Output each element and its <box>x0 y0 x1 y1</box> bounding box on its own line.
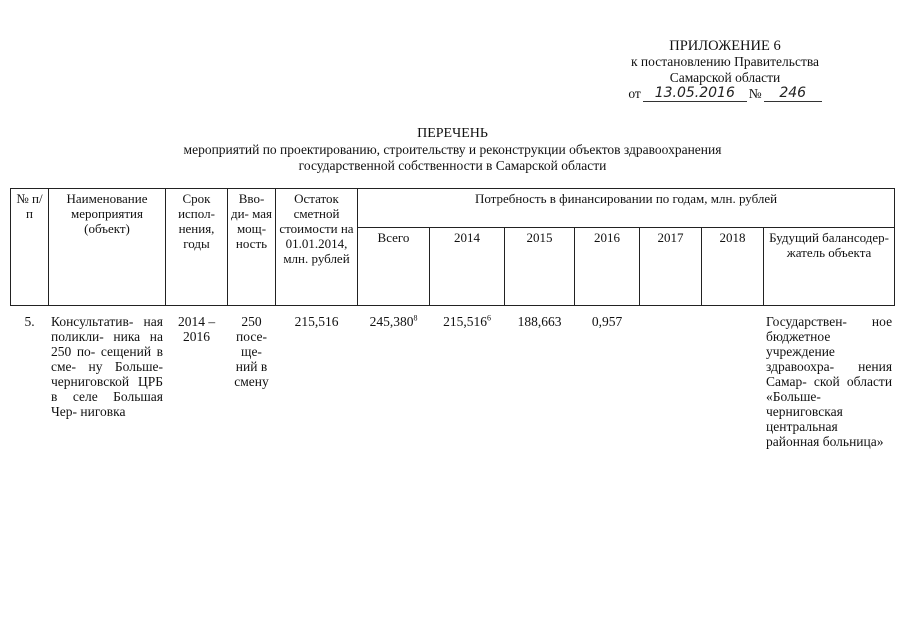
header-capacity: Вво- ди- мая мощ- ность <box>228 189 276 306</box>
title-line-1: мероприятий по проектированию, строительству и реконструкции объектов здравоохранения <box>183 142 722 157</box>
header-holder: Будущий балансодер- жатель объекта <box>764 228 895 306</box>
header-term: Срок испол- нения, годы <box>166 189 228 306</box>
header-2018: 2018 <box>702 228 764 306</box>
row-2018 <box>702 306 764 452</box>
handwritten-number: 246 <box>764 86 822 102</box>
document-title <box>0 126 905 174</box>
from-label: от <box>628 86 641 101</box>
header-2015: 2015 <box>505 228 575 306</box>
header-financing: Потребность в финансировании по годам, млн. рублей <box>358 189 895 228</box>
header-remainder: Остаток сметной стоимости на 01.01.2014, млн. рублей <box>276 189 358 306</box>
row-term: 2014 – 2016 <box>166 306 228 452</box>
row-total-footnote: 8 <box>413 313 418 323</box>
row-2015: 188,663 <box>505 306 575 452</box>
row-total-value: 245,380 <box>369 314 414 329</box>
row-holder: Государствен- ное бюджетное учреждение здравоохра- нения Самар- ской области «Больше- черниговская центральная районная больница» <box>764 306 895 452</box>
row-2014 <box>430 306 505 452</box>
header-total: Всего <box>358 228 430 306</box>
row-2014-value: 215,516 <box>443 314 487 329</box>
row-remainder: 215,516 <box>276 306 358 452</box>
header-2014: 2014 <box>430 228 505 306</box>
row-name: Консультатив- ная поликли- ника на 250 по- сещений в сме- ну Больше- черниговской ЦРБ в селе Большая Чер- ниговка <box>49 306 166 452</box>
number-label: № <box>748 86 762 101</box>
header-name: Наименование мероприятия (объект) <box>49 189 166 306</box>
appendix-title: ПРИЛОЖЕНИЕ 6 <box>669 38 781 54</box>
header-2017: 2017 <box>640 228 702 306</box>
row-2017 <box>640 306 702 452</box>
row-num: 5. <box>11 306 49 452</box>
table-row <box>11 306 895 452</box>
appendix-line-1: к постановлению Правительства <box>630 54 820 69</box>
row-2016: 0,957 <box>575 306 640 452</box>
handwritten-date: 13.05.2016 <box>643 86 747 102</box>
title-heading: ПЕРЕЧЕНЬ <box>417 126 488 141</box>
header-2016: 2016 <box>575 228 640 306</box>
appendix-header <box>605 38 845 102</box>
row-total <box>358 306 430 452</box>
financing-table <box>10 188 895 451</box>
row-capacity: 250 посе- ще- ний в смену <box>228 306 276 452</box>
title-line-2: государственной собственности в Самарской области <box>298 158 607 173</box>
appendix-date-row <box>605 86 845 102</box>
header-num: № п/п <box>11 189 49 306</box>
appendix-line-2: Самарской области <box>669 70 781 85</box>
row-2014-footnote: 6 <box>486 313 491 323</box>
